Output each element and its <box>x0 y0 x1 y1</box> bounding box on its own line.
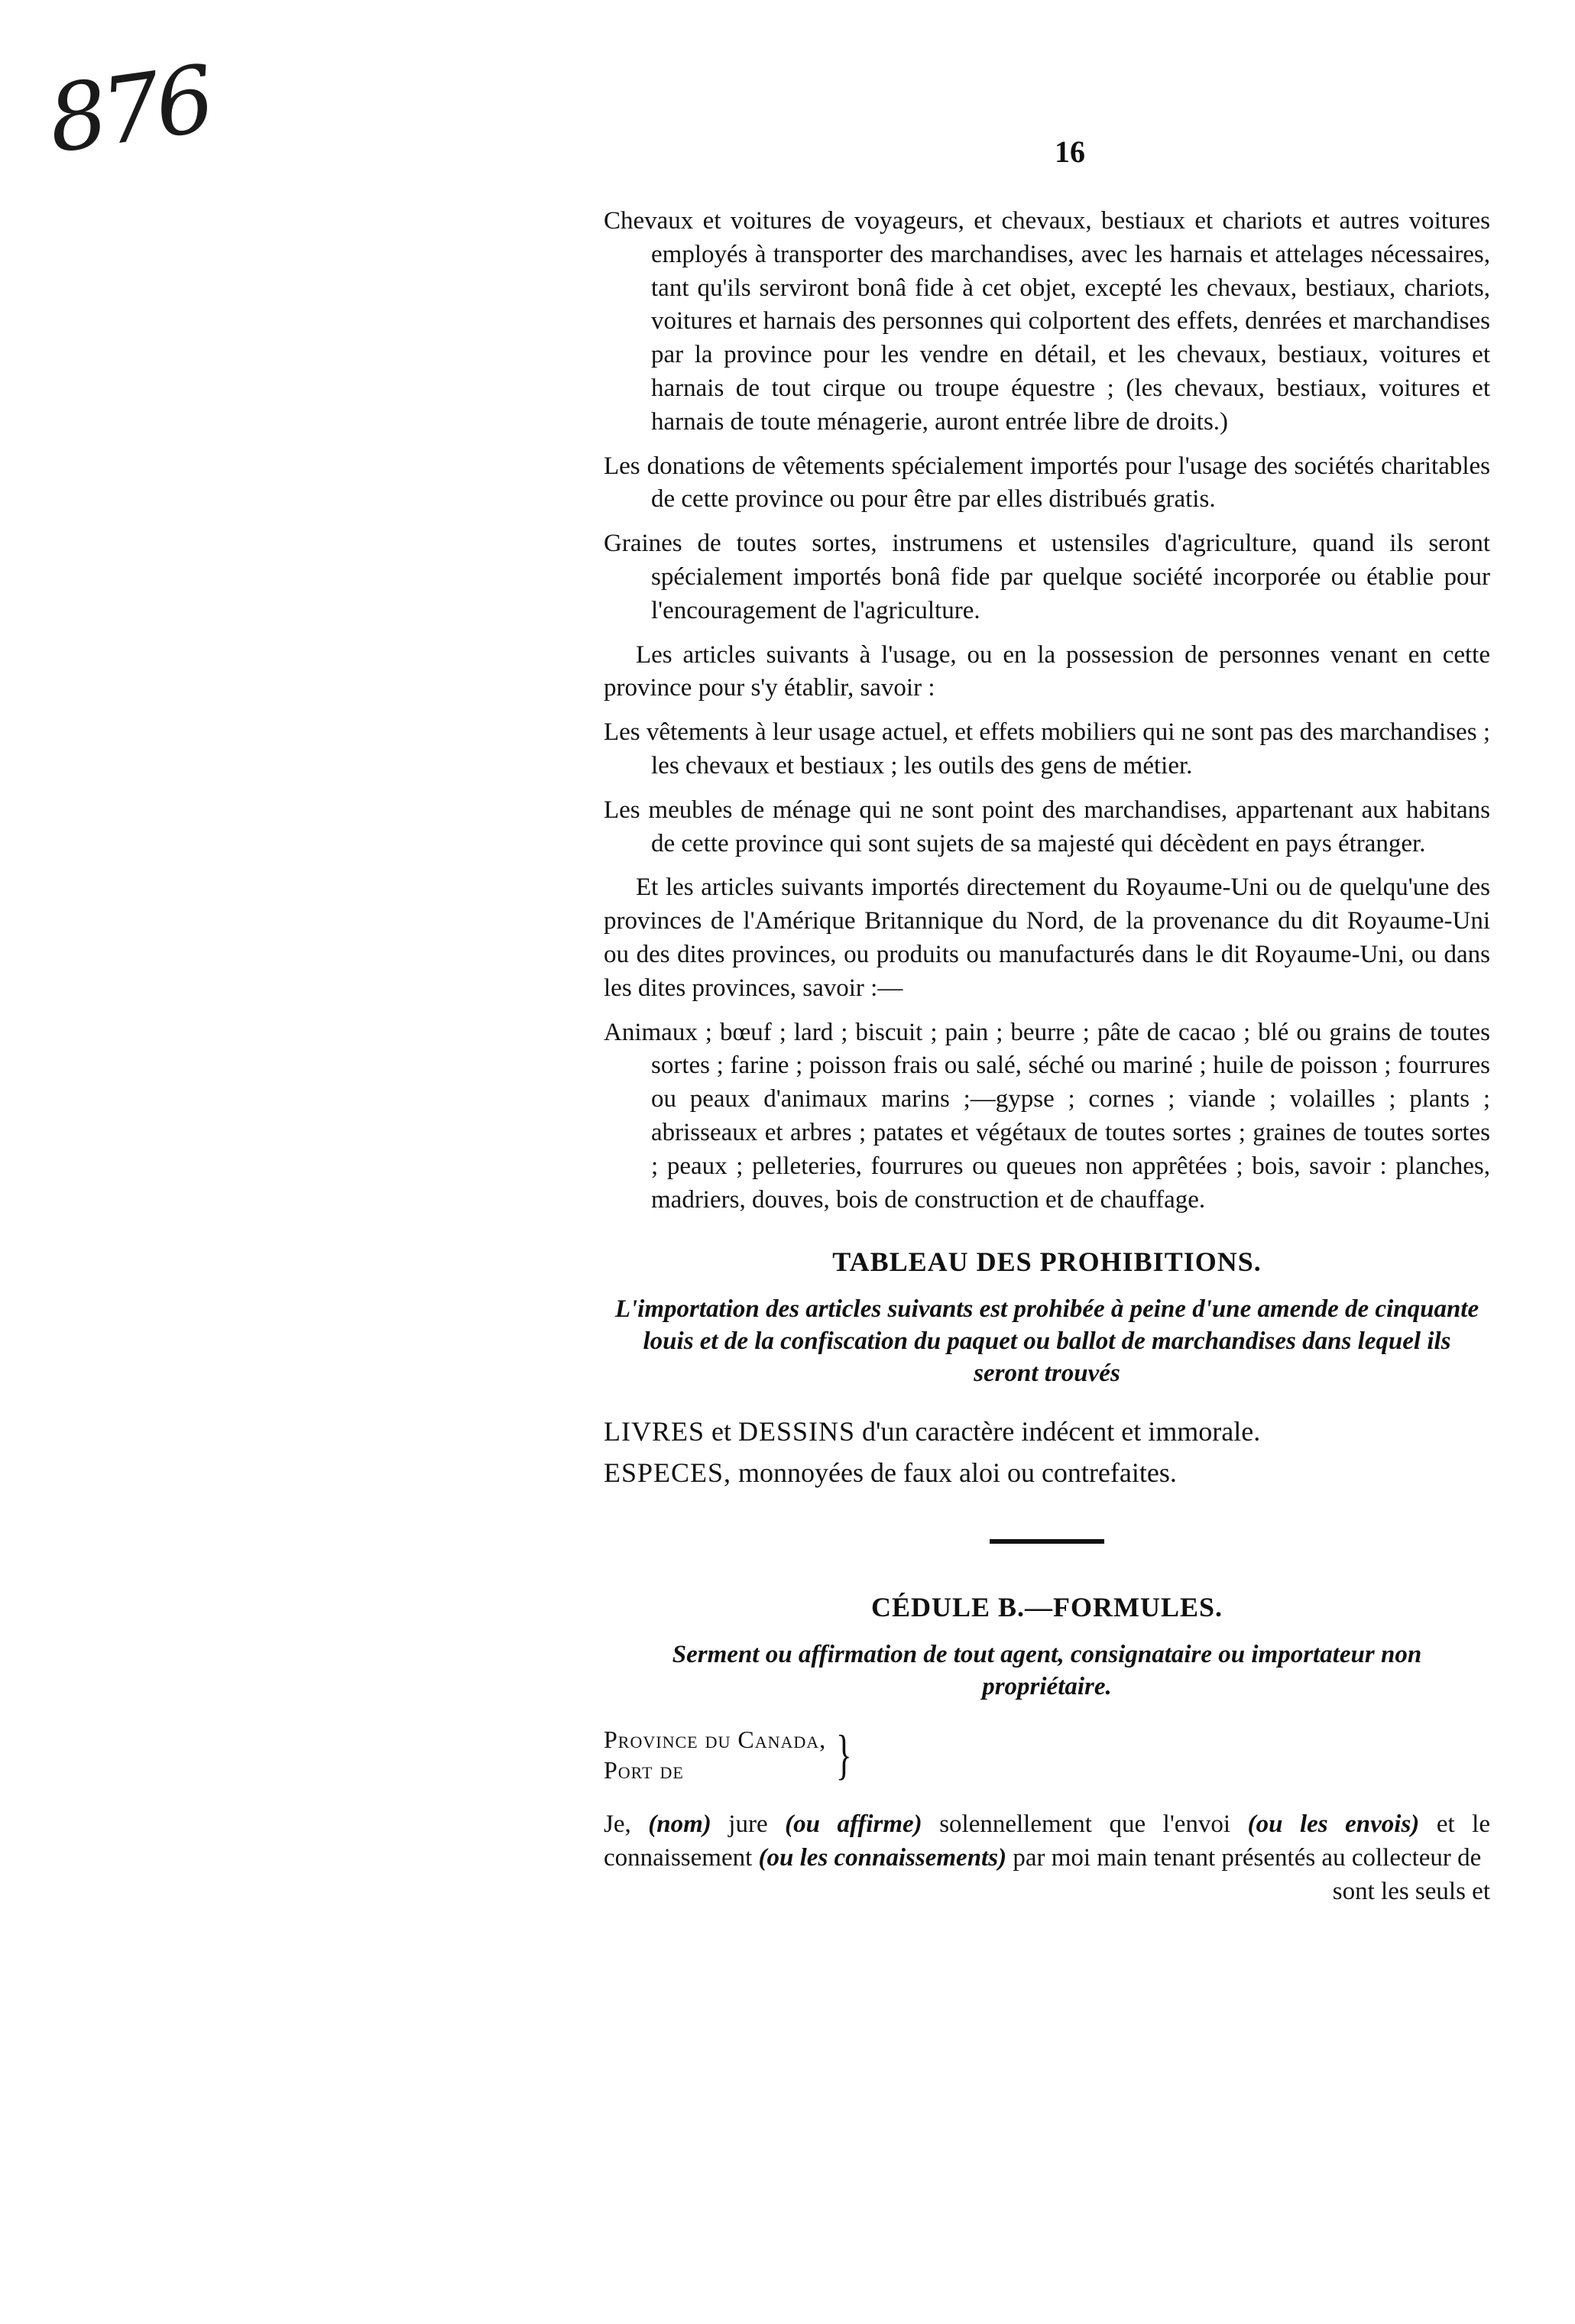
port-line: Port de <box>604 1755 684 1784</box>
oath-end: sont les seuls et <box>1332 1877 1490 1905</box>
list-item-animaux: Animaux ; bœuf ; lard ; biscuit ; pain ; beurre ; pâte de cacao ; blé ou grains de toutes sortes ; farine ; poisson frais ou salé, séché ou mariné ; huile de poisson ; fourrures ou peaux d'animaux marins ;—gypse ; cornes ; viande ; volailles ; plants ; abrisseaux et arbres ; patates et végétaux de toutes sortes ; graines de toutes sortes ; peaux ; pelleteries, fourrures ou queues non apprêtées ; bois, savoir : planches, madriers, douves, bois de construction et de chauffage. <box>604 1018 1490 1214</box>
prohibition-especes <box>604 1452 1490 1493</box>
brace-icon: } <box>836 1723 852 1785</box>
oath-last-line <box>604 1875 1490 1909</box>
list-item-meubles: Les meubles de ménage qui ne sont point des marchandises, appartenant aux habitans de cette province qui sont sujets de sa majesté qui décèdent en pays étranger. <box>604 796 1490 857</box>
heading-prohibitions: TABLEAU DES PROHIBITIONS. <box>832 1246 1262 1278</box>
section-divider <box>990 1539 1104 1544</box>
heading-cedule: CÉDULE B.—FORMULES. <box>870 1592 1223 1623</box>
oath-b: solennellement que l'envoi <box>922 1810 1248 1838</box>
prohibition-especes-caps: ESPECES, <box>604 1457 732 1489</box>
oath-d: par moi main tenant présentés au collecteur de <box>1006 1843 1482 1872</box>
oath-ou-les-envois: (ou les envois) <box>1247 1810 1420 1838</box>
oath-ou-connaissements: (ou les connaissements) <box>758 1843 1007 1872</box>
oath-text <box>604 1808 1490 1875</box>
prohibition-livres-rest: d'un caractère indécent et immorale. <box>855 1416 1261 1447</box>
province-lines <box>604 1724 826 1785</box>
list-item-donations: Les donations de vêtements spécialement importés pour l'usage des sociétés charitables de cette province ou pour être par elles distribués gratis. <box>604 452 1490 514</box>
cedule-subheading: Serment ou affirmation de tout agent, consignataire ou importateur non propriétaire. <box>672 1640 1422 1700</box>
prohibitions-intro: L'importation des articles suivants est prohibée à peine d'une amende de cinquante louis et de la confiscation du paquet ou ballot de marchandises dans lequel ils seront trouvés <box>614 1295 1479 1388</box>
page-number: 16 <box>1055 135 1085 169</box>
body-text <box>604 205 1490 1908</box>
prohibition-livres <box>604 1411 1490 1452</box>
prohibition-dessins-caps: DESSINS <box>737 1416 856 1447</box>
prohibition-especes-rest: monnoyées de faux aloi ou contrefaites. <box>731 1457 1177 1489</box>
oath-ou-affirme: (ou affirme) <box>785 1810 922 1838</box>
province-line: Province du Canada, <box>604 1725 827 1753</box>
oath-a: jure <box>711 1810 786 1838</box>
province-header <box>604 1724 1490 1785</box>
list-item-chevaux: Chevaux et voitures de voyageurs, et chevaux, bestiaux et chariots et autres voitures employés à transporter des marchandises, avec les harnais et attelages nécessaires, tant qu'ils serviront bonâ fide à cet objet, excepté les chevaux, bestiaux, chariots, voitures et harnais des personnes qui colportent des effets, denrées et marchandises par la province pour les vendre en détail, et les chevaux, bestiaux, voitures et harnais de tout cirque ou troupe équestre ; (les chevaux, bestiaux, voitures et harnais de toute ménagerie, auront entrée libre de droits.) <box>604 207 1490 436</box>
paragraph-royaume-uni: Et les articles suivants importés directement du Royaume-Uni ou de quelqu'une des provinces de l'Amérique Britannique du Nord, de la provenance du dit Royaume-Uni ou des dites provinces, ou produits ou manufacturés dans le dit Royaume-Uni, ou dans les dites provinces, savoir :— <box>604 874 1490 1002</box>
list-item-graines: Graines de toutes sortes, instrumens et ustensiles d'agriculture, quand ils seront spécialement importés bonâ fide par quelque société incorporée ou établie pour l'encouragement de l'agriculture. <box>604 530 1490 624</box>
oath-nom: (nom) <box>648 1810 711 1838</box>
handwritten-page-note: 876 <box>42 46 217 174</box>
oath-c: et le connaissement <box>604 1810 1490 1872</box>
list-item-vetements: Les vêtements à leur usage actuel, et effets mobiliers qui ne sont pas des marchandises ; les chevaux et bestiaux ; les outils des gens de métier. <box>604 718 1490 780</box>
prohibition-livres-caps: LIVRES <box>604 1416 705 1447</box>
paragraph-articles-suivants: Les articles suivants à l'usage, ou en la possession de personnes venant en cette province pour s'y établir, savoir : <box>604 640 1490 702</box>
prohibition-livres-et: et <box>705 1416 738 1447</box>
oath-start: Je, <box>604 1810 649 1838</box>
